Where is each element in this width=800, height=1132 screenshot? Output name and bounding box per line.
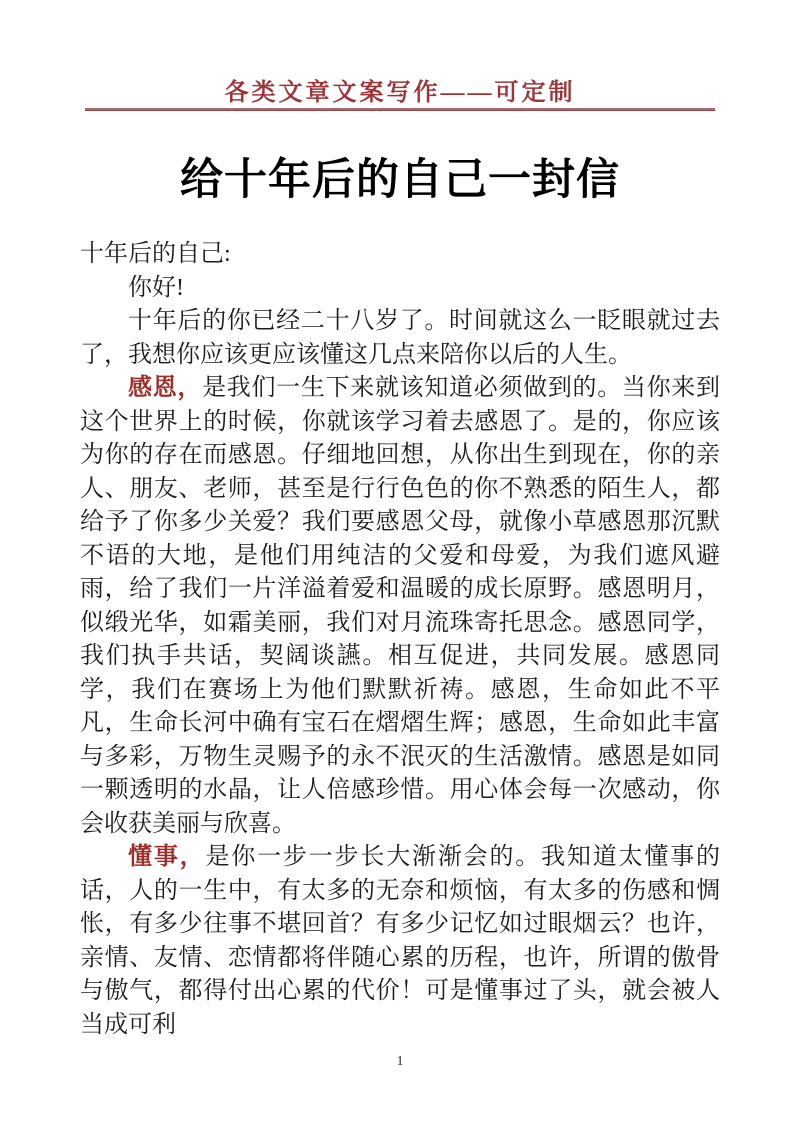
sensible-paragraph xyxy=(80,841,720,1042)
greeting-line: 你好! xyxy=(128,274,184,301)
intro-paragraph: 十年后的你已经二十八岁了。时间就这么一眨眼就过去了，我想你应该更应该懂这几点来陪你以后的人生。 xyxy=(80,308,720,368)
sensible-paragraph-text: 是你一步一步长大渐渐会的。我知道太懂事的话，人的一生中，有太多的无奈和烦恼，有太多的伤感和惆怅，有多少往事不堪回首？有多少记忆如过眼烟云？也许，亲情、友情、恋情都将伴随心累的历程，也许，所谓的傲骨与傲气，都得付出心累的代价！可是懂事过了头，就会被人当成可利 xyxy=(80,844,721,1038)
gratitude-paragraph xyxy=(80,372,720,841)
header-rule xyxy=(85,108,715,111)
page-title: 给十年后的自己一封信 xyxy=(180,157,620,204)
document-header-text: 各类文章文案写作——可定制 xyxy=(224,80,576,106)
salutation-line: 十年后的自己: xyxy=(80,241,231,267)
sensible-keyword: 懂事， xyxy=(128,844,206,870)
letter-body xyxy=(80,238,720,1042)
gratitude-paragraph-text: 是我们一生下来就该知道必须做到的。当你来到这个世界上的时候，你就该学习着去感恩了。是的，你应该为你的存在而感恩。仔细地回想，从你出生到现在，你的亲人、朋友、老师，甚至是行行色色的你不熟悉的陌生人，都给予了你多少关爱？我们要感恩父母，就像小草感恩那沉默不语的大地，是他们用纯洁的父爱和母爱，为我们遮风避雨，给了我们一片洋溢着爱和温暖的成长原野。感恩明月，似缎光华，如霜美丽，我们对月流珠寄托思念。感恩同学，我们执手共话，契阔谈讌。相互促进，共同发展。感恩同学，我们在赛场上为他们默默祈祷。感恩，生命如此不平凡，生命长河中确有宝石在熠熠生辉；感恩，生命如此丰富与多彩，万物生灵赐予的永不泯灭的生活激情。感恩是如同一颗透明的水晶，让人倍感珍惜。用心体会每一次感动，你会收获美丽与欣喜。 xyxy=(80,375,721,837)
gratitude-keyword: 感恩， xyxy=(128,375,203,401)
page-number: 1 xyxy=(396,1054,404,1069)
